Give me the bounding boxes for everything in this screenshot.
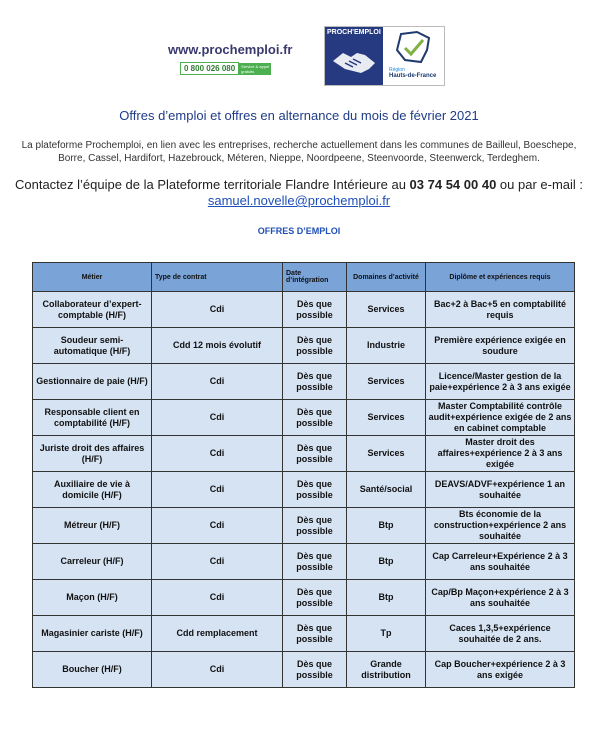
cell-contrat: Cdi — [152, 652, 283, 688]
cell-diplome: Cap Boucher+expérience 2 à 3 ans exigée — [426, 652, 575, 688]
cell-domaine: Services — [347, 400, 426, 436]
cell-domaine: Btp — [347, 580, 426, 616]
cell-contrat: Cdi — [152, 436, 283, 472]
cell-metier: Collaborateur d’expert-comptable (H/F) — [33, 292, 152, 328]
cell-domaine: Btp — [347, 544, 426, 580]
handshake-icon — [331, 43, 377, 79]
cell-contrat: Cdi — [152, 508, 283, 544]
cell-date: Dès que possible — [283, 652, 347, 688]
cell-domaine: Industrie — [347, 328, 426, 364]
cell-metier: Juriste droit des affaires (H/F) — [33, 436, 152, 472]
logo-left-panel — [325, 27, 383, 85]
logo-region-label: Région — [389, 67, 405, 73]
hauts-de-france-map-icon — [391, 30, 435, 66]
header-diplome: Diplôme et expériences requis — [426, 263, 575, 292]
cell-domaine: Btp — [347, 508, 426, 544]
table-row — [33, 544, 575, 580]
cell-diplome: Bts économie de la construction+expérience 2 ans souhaitée — [426, 508, 575, 544]
contact-text-2: ou par e-mail : — [499, 177, 584, 192]
cell-domaine: Grande distribution — [347, 652, 426, 688]
cell-contrat: Cdi — [152, 544, 283, 580]
cell-date: Dès que possible — [283, 400, 347, 436]
cell-domaine: Services — [347, 292, 426, 328]
page-title: Offres d’emploi et offres en alternance du mois de février 2021 — [119, 108, 479, 123]
table-row — [33, 580, 575, 616]
logo-brand: PROCH'EMPLOI — [327, 29, 381, 36]
table-row — [33, 364, 575, 400]
table-row — [33, 616, 575, 652]
cell-diplome: Licence/Master gestion de la paie+expérience 2 à 3 ans exigée — [426, 364, 575, 400]
section-title: OFFRES D’EMPLOI — [257, 226, 341, 236]
cell-metier: Gestionnaire de paie (H/F) — [33, 364, 152, 400]
site-url[interactable]: www.prochemploi.fr — [168, 42, 293, 57]
cell-date: Dès que possible — [283, 436, 347, 472]
cell-date: Dès que possible — [283, 544, 347, 580]
cell-metier: Soudeur semi-automatique (H/F) — [33, 328, 152, 364]
cell-date: Dès que possible — [283, 364, 347, 400]
cell-metier: Magasinier cariste (H/F) — [33, 616, 152, 652]
table-row — [33, 400, 575, 436]
intro-text: La plateforme Prochemploi, en lien avec les entreprises, recherche actuellement dans les communes de Bailleul, Boeschepe, Borre, Cassel, Hardifort, Hazebrouck, Méteren, Nieppe, Noordpeene, Steenvoorde, Steenwerck, Terdeghem. — [21, 140, 577, 164]
table-header-row — [33, 263, 575, 292]
jobs-table — [32, 262, 575, 688]
header-domaine: Domaines d’activité — [347, 263, 426, 292]
phone-banner — [180, 62, 271, 75]
cell-diplome: Première expérience exigée en soudure — [426, 328, 575, 364]
table-row — [33, 508, 575, 544]
cell-diplome: Cap Carreleur+Expérience 2 à 3 ans souhaitée — [426, 544, 575, 580]
cell-domaine: Santé/social — [347, 472, 426, 508]
cell-contrat: Cdd 12 mois évolutif — [152, 328, 283, 364]
logo-region-name: Hauts-de-France — [389, 73, 437, 79]
cell-domaine: Services — [347, 364, 426, 400]
cell-date: Dès que possible — [283, 616, 347, 652]
cell-metier: Carreleur (H/F) — [33, 544, 152, 580]
cell-diplome: Master Comptabilité contrôle audit+expérience exigée de 2 ans en cabinet comptable — [426, 400, 575, 436]
cell-metier: Responsable client en comptabilité (H/F) — [33, 400, 152, 436]
cell-metier: Métreur (H/F) — [33, 508, 152, 544]
cell-contrat: Cdi — [152, 364, 283, 400]
contact-phone: 03 74 54 00 40 — [409, 177, 497, 192]
cell-date: Dès que possible — [283, 580, 347, 616]
logo-right-panel — [383, 27, 444, 85]
cell-contrat: Cdi — [152, 292, 283, 328]
page-header — [0, 0, 598, 92]
cell-diplome: Master droit des affaires+expérience 2 à 3 ans exigée — [426, 436, 575, 472]
header-date: Date d’intégration — [283, 263, 347, 292]
cell-contrat: Cdi — [152, 580, 283, 616]
table-row — [33, 436, 575, 472]
table-row — [33, 328, 575, 364]
table-row — [33, 292, 575, 328]
contact-text: Contactez l’équipe de la Plateforme territoriale Flandre Intérieure au — [14, 177, 406, 192]
cell-metier: Boucher (H/F) — [33, 652, 152, 688]
cell-diplome: Caces 1,3,5+expérience souhaitée de 2 ans. — [426, 616, 575, 652]
table-row — [33, 652, 575, 688]
contact-line — [0, 177, 598, 209]
cell-diplome: Bac+2 à Bac+5 en comptabilité requis — [426, 292, 575, 328]
header-contrat: Type de contrat — [152, 263, 283, 292]
cell-domaine: Services — [347, 436, 426, 472]
cell-contrat: Cdi — [152, 400, 283, 436]
phone-note: Service & appel gratuits — [241, 63, 270, 74]
cell-diplome: Cap/Bp Maçon+expérience 2 à 3 ans souhaitée — [426, 580, 575, 616]
cell-contrat: Cdd remplacement — [152, 616, 283, 652]
table-row — [33, 472, 575, 508]
prochemploi-logo — [324, 26, 445, 86]
contact-email-link[interactable]: samuel.novelle@prochemploi.fr — [207, 193, 391, 208]
header-metier: Métier — [33, 263, 152, 292]
cell-metier: Auxiliaire de vie à domicile (H/F) — [33, 472, 152, 508]
cell-date: Dès que possible — [283, 292, 347, 328]
cell-date: Dès que possible — [283, 508, 347, 544]
cell-metier: Maçon (H/F) — [33, 580, 152, 616]
phone-number: 0 800 026 080 — [180, 62, 239, 75]
cell-date: Dès que possible — [283, 328, 347, 364]
cell-contrat: Cdi — [152, 472, 283, 508]
cell-date: Dès que possible — [283, 472, 347, 508]
cell-diplome: DEAVS/ADVF+expérience 1 an souhaitée — [426, 472, 575, 508]
cell-domaine: Tp — [347, 616, 426, 652]
